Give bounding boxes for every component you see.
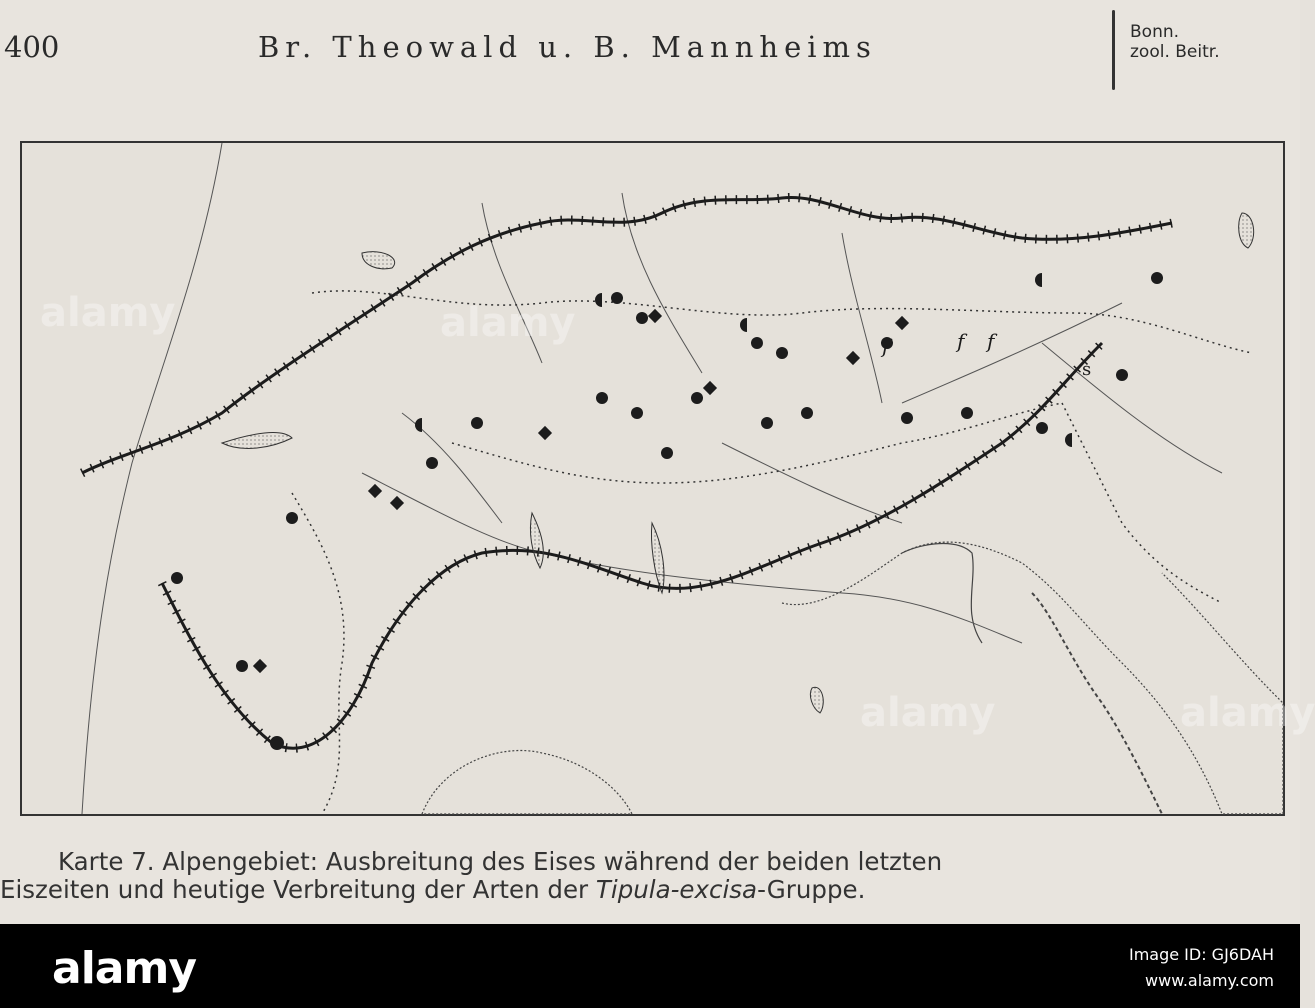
watermark: alamy (440, 300, 576, 346)
caption-line-1: Karte 7. Alpengebiet: Ausbreitung des Eises während der beiden letzten (58, 847, 943, 876)
caption-line-2-end: -Gruppe. (757, 875, 866, 904)
caption-species-group: Tipula-excisa (595, 875, 758, 904)
ice-ticks-north (82, 197, 1172, 473)
dalmatian-islands (1032, 593, 1162, 814)
figure-caption (0, 848, 1292, 904)
ligurian-sea-coast (422, 751, 632, 814)
map-label-f-2: f (957, 329, 965, 353)
footer-meta (1129, 942, 1274, 994)
map-drawing (22, 143, 1283, 814)
alpine-glaciation-map (20, 141, 1285, 816)
journal-abbreviation: Bonn. zool. Beitr. (1130, 22, 1220, 62)
caption-line-2 (0, 876, 1292, 904)
adriatic-coast (782, 542, 1283, 814)
rivers (362, 193, 1222, 643)
map-label-f-1: f (882, 334, 890, 358)
borders (292, 291, 1252, 814)
image-id: Image ID: GJ6DAH (1128, 945, 1274, 964)
watermark: alamy (1180, 690, 1315, 736)
lakes (222, 213, 1254, 713)
map-label-s: s (1082, 359, 1092, 380)
rhone-valley (82, 143, 222, 814)
caption-line-2-text: Eiszeiten und heutige Verbreitung der Arten der (0, 875, 596, 904)
map-label-f-3: f (987, 329, 995, 353)
alamy-logo: alamy (52, 943, 196, 994)
watermark: alamy (40, 290, 176, 336)
page-number: 400 (4, 30, 60, 64)
header-bracket (1112, 10, 1115, 90)
istria-peninsula (902, 544, 982, 643)
site-url[interactable]: www.alamy.com (1145, 971, 1274, 990)
ice-margin-north (82, 197, 1172, 473)
watermark: alamy (860, 690, 996, 736)
running-head-authors: Br. Theowald u. B. Mannheims (258, 30, 877, 64)
